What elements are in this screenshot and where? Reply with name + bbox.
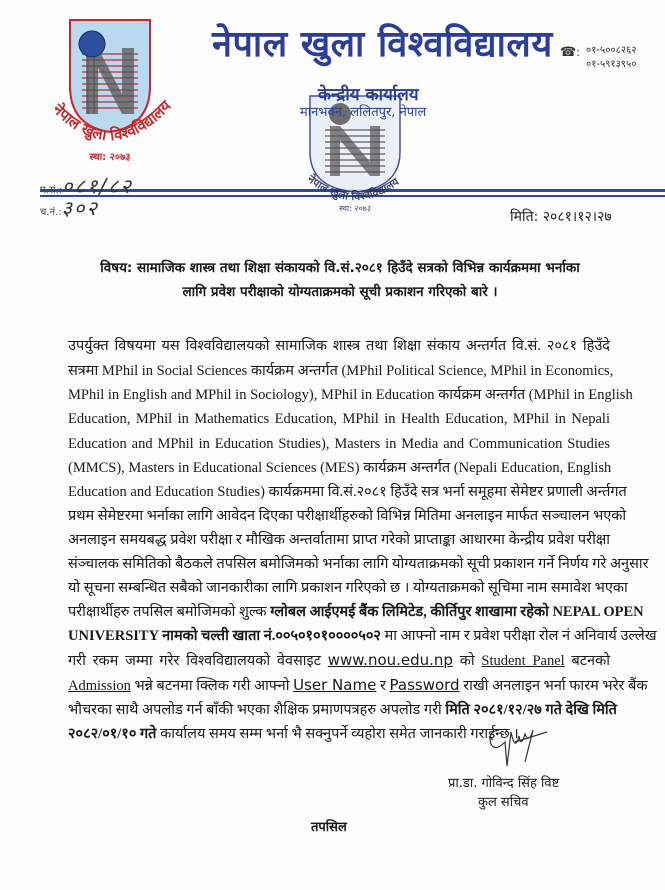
office-address: मानभवन, ललितपुर, नेपाल xyxy=(300,105,427,120)
reference-value: ०८१/८२ xyxy=(62,174,133,198)
svg-text:स्था: २०७३: स्था: २०७३ xyxy=(338,204,372,213)
body-line xyxy=(68,626,657,646)
letter-date: मिति: २०८१।१२।२७ xyxy=(510,209,612,225)
underlined-term: User Name xyxy=(293,676,377,694)
underlined-term: Password xyxy=(389,676,460,694)
body-text: मिति २०८१/१२/२७ गते देखि मिति xyxy=(445,702,617,718)
dispatch-number xyxy=(40,194,99,221)
body-text: कार्यालय समय सम्म भर्ना भै सक्नुपर्ने व्यहोरा समेत जानकारी गराईन्छ । xyxy=(156,726,519,742)
svg-text:नेपाल खुला विश्वविद्यालय: नेपाल खुला विश्वविद्यालय xyxy=(304,172,402,204)
body-text: MPhil in English and MPhil in Sociology), MPhil in Education कार्यक्रम अन्तर्गत (MPhil in English xyxy=(68,387,633,403)
dispatch-value: ३०२ xyxy=(61,196,99,220)
body-text: २०८२/०१/१० गते xyxy=(68,726,157,742)
body-text: प्रथम सेमेष्टरमा भर्नाका लागि आवेदन दिएका परीक्षार्थीहरुको विभिन्न मितिमा अनलाइन मार्फत सञ्चालन भएको xyxy=(68,508,627,524)
phone-number-2: ०१-५९१३९५० xyxy=(586,59,637,70)
body-line xyxy=(68,578,628,598)
body-text: को xyxy=(452,653,482,669)
body-line xyxy=(68,361,614,381)
underlined-term: Student Panel xyxy=(481,653,565,669)
body-text: उपर्युक्त विषयमा यस विश्वविद्यालयको सामाजिक शास्त्र तथा शिक्षा संकाय अन्तर्गत वि.सं. २०८१ हिउँदे xyxy=(68,338,610,354)
subject-line-1: विषय: सामाजिक शास्त्र तथा शिक्षा संकायको वि.सं.२०८१ हिउँदे सत्रको विभिन्न कार्यक्रममा भर्नाका xyxy=(100,260,580,276)
body-text: Education and Education Studies) कार्यक्रममा वि.सं.२०८१ हिउँदे सत्र भर्ना समूहमा सेमेष्टर प्रणाली अर्न्तगत xyxy=(68,484,627,500)
body-text: गरी रकम जम्मा गरेर विश्वविद्यालयको वेवसाइट xyxy=(68,653,328,669)
body-text: Education, MPhil in Mathematics Education, MPhil in Health Education, MPhil in Nepali xyxy=(68,411,610,427)
reference-label: प.सं.: xyxy=(40,185,63,196)
body-text: Education and MPhil in Education Studies), Masters in Media and Communication Studies xyxy=(68,436,610,452)
subject-line xyxy=(60,256,620,304)
body-text: भन्ने बटनमा क्लिक गरी आफ्नो xyxy=(130,678,294,694)
body-text: राखी अनलाइन भर्ना फारम भरेर बैंक xyxy=(459,678,648,694)
underlined-term: www.nou.edu.np xyxy=(327,651,453,669)
body-line xyxy=(68,602,644,622)
subject-line-2: लागि प्रवेश परीक्षाको योग्यताक्रमको सूची प्रकाशन गरिएको बारे । xyxy=(182,284,498,300)
body-text: बटनको xyxy=(564,653,610,669)
underlined-term: Admission xyxy=(68,678,131,694)
body-text: अनलाइन समयबद्ध प्रवेश परीक्षा र मौखिक अन्तर्वातामा प्राप्त गरेको प्राप्ताङ्का आधारमा केन्द्रीय प्रवेश परीक्षा xyxy=(68,532,610,548)
body-line xyxy=(68,530,610,550)
body-line xyxy=(68,458,610,478)
body-line xyxy=(68,409,610,429)
annex-heading: तपसिल xyxy=(311,820,347,835)
signatory-title: कुल सचिव xyxy=(478,795,529,810)
body-text: मा आफ्नो नाम र प्रवेश परीक्षा रोल नं अनिवार्य उल्लेख xyxy=(380,628,657,644)
body-text: यो सूचना सम्बन्धित सबैको जानकारीका लागि प्रकाशन गरिएको छ । योग्यताक्रमको सूचिमा नाम समावेश भएका xyxy=(68,580,628,596)
svg-text:नेपाल खुला विश्वविद्यालय: नेपाल खुला विश्वविद्यालय xyxy=(49,96,175,145)
university-title: नेपाल खुला विश्वविद्यालय xyxy=(212,24,553,65)
phone-number-1: ०१-५००८२६२ xyxy=(586,45,637,56)
university-logo xyxy=(30,14,175,164)
body-text: संञ्चालक समितिको बैठकले तपसिल बमोजिमको भर्नाका लागि योग्यताक्रमको सूची प्रकाशन गर्ने निर्णय गरे अनुसार xyxy=(68,556,649,572)
dispatch-label: च.नं.: xyxy=(40,207,62,218)
body-text: र xyxy=(376,678,390,694)
body-line xyxy=(68,482,627,502)
body-line xyxy=(68,675,648,696)
body-line xyxy=(68,554,649,574)
body-line xyxy=(68,506,627,526)
body-line xyxy=(68,385,633,405)
svg-text:स्था: २०७३: स्था: २०७३ xyxy=(89,152,131,163)
body-line xyxy=(68,336,610,356)
body-text: (MMCS), Masters in Educational Sciences (MES) कार्यक्रम अन्तर्गत (Nepali Education, English xyxy=(68,460,612,476)
body-line xyxy=(68,650,610,671)
telephone-icon: ☎: xyxy=(560,44,580,59)
body-text: ग्लोबल आईएमई बैंक लिमिटेड, कीर्तिपुर शाखामा रहेको NEPAL OPEN xyxy=(270,604,644,620)
body-text: भौचरका साथै अपलोड गर्न बाँकी भएका शैक्षिक प्रमाणपत्रहरु अपलोड गरी xyxy=(68,702,446,718)
body-text: परीक्षार्थीहरु तपसिल बमोजिमको शुल्क xyxy=(68,604,271,620)
body-line xyxy=(68,700,617,720)
office-name: केन्द्रीय कार्यालय xyxy=(318,85,419,105)
signatory-name: प्रा.डा. गोविन्द सिंह विष्ट xyxy=(448,776,560,791)
body-text: सत्रमा MPhil in Social Sciences कार्यक्रम अन्तर्गत (MPhil Political Science, MPhil in Economics, xyxy=(68,363,614,379)
body-text: UNIVERSITY नामको चल्ती खाता नं.००५०१०१००००५०२ xyxy=(68,628,381,644)
signature xyxy=(485,722,555,767)
body-line xyxy=(68,434,610,454)
